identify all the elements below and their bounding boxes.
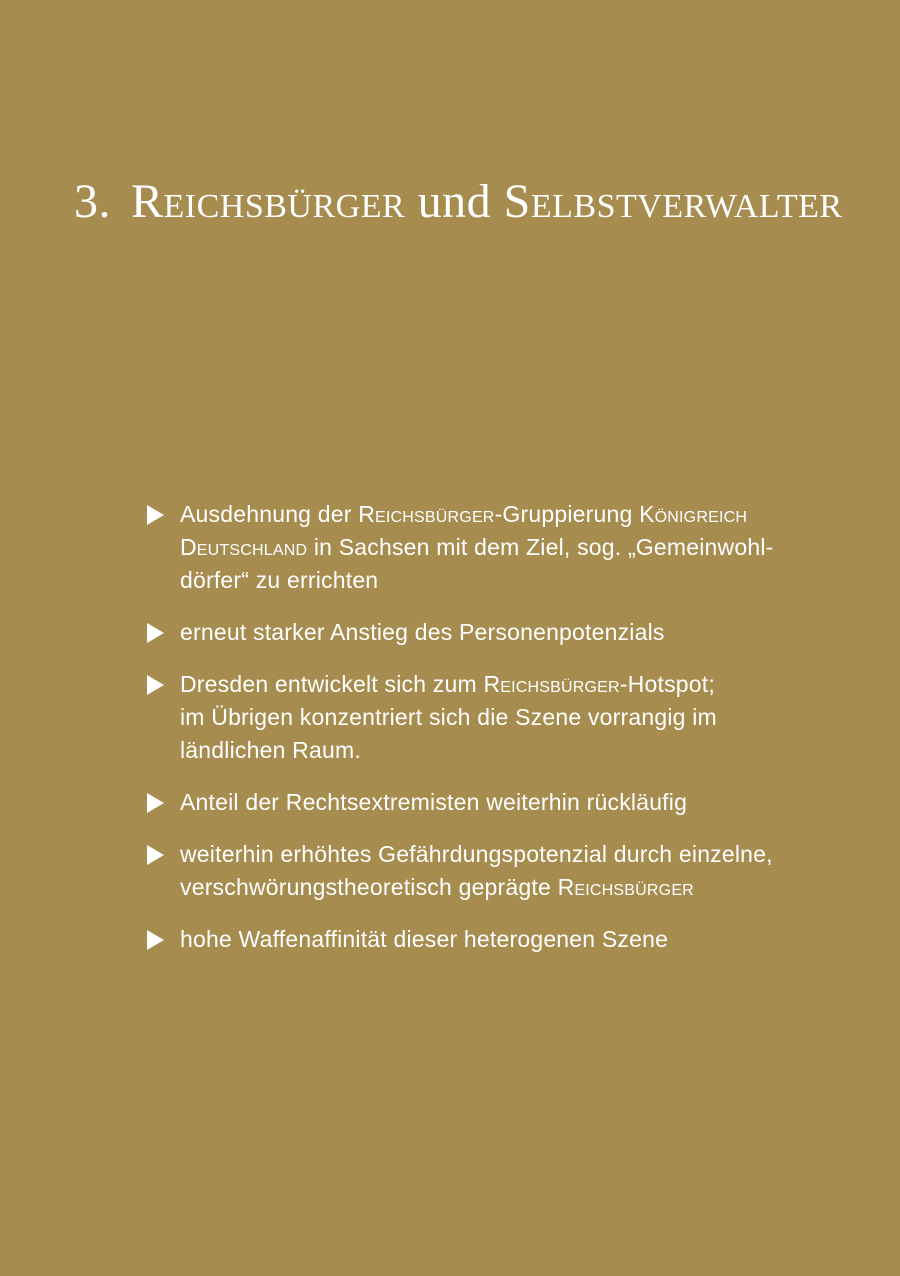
list-item-text (180, 923, 865, 956)
list-item (145, 668, 865, 767)
text-segment-smallcaps: Deutschland (180, 534, 308, 560)
text-segment-smallcaps: Reichsbürger (358, 501, 495, 527)
text-segment-smallcaps: Königreich (639, 501, 748, 527)
list-item-text (180, 786, 865, 819)
text-segment: -Hotspot; (619, 671, 715, 697)
text-segment: verschwörungstheoretisch geprägte (180, 874, 558, 900)
title-part-2: Selbstverwalter (503, 175, 843, 228)
triangle-right-icon (147, 845, 164, 865)
bullet-list (145, 498, 865, 975)
section-number: 3. (74, 175, 111, 228)
text-segment: im Übrigen konzentriert sich die Szene vorrangig im (180, 704, 717, 730)
triangle-right-icon (147, 930, 164, 950)
text-segment: -Gruppierung (494, 501, 640, 527)
text-segment: hohe Waffenaffinität dieser heterogenen Szene (180, 926, 669, 952)
text-segment-smallcaps: Reichsbürger (483, 671, 620, 697)
triangle-right-icon (147, 793, 164, 813)
text-segment: in Sachsen mit dem Ziel, sog. „Gemeinwohl- (307, 534, 774, 560)
list-item (145, 838, 865, 904)
triangle-right-icon (147, 675, 164, 695)
triangle-right-icon (147, 505, 164, 525)
text-segment: Ausdehnung der (180, 501, 359, 527)
text-segment: Dresden entwickelt sich zum (180, 671, 484, 697)
list-item-text (180, 838, 865, 904)
text-segment: erneut starker Anstieg des Personenpotenzials (180, 619, 665, 645)
page-title (74, 172, 874, 232)
list-item (145, 923, 865, 956)
list-item-text (180, 668, 865, 767)
list-item-text (180, 616, 865, 649)
text-segment: ländlichen Raum. (180, 737, 361, 763)
text-segment: weiterhin erhöhtes Gefährdungspotenzial durch einzelne, (180, 841, 773, 867)
list-item-text (180, 498, 865, 597)
title-part-1: Reichsbürger (131, 175, 406, 228)
list-item (145, 616, 865, 649)
triangle-right-icon (147, 623, 164, 643)
list-item (145, 786, 865, 819)
text-segment: Anteil der Rechtsextremisten weiterhin rückläufig (180, 789, 688, 815)
title-connector: und (405, 175, 504, 228)
text-segment-smallcaps: Reichsbürger (557, 874, 694, 900)
list-item (145, 498, 865, 597)
text-segment: dörfer“ zu errichten (180, 567, 379, 593)
